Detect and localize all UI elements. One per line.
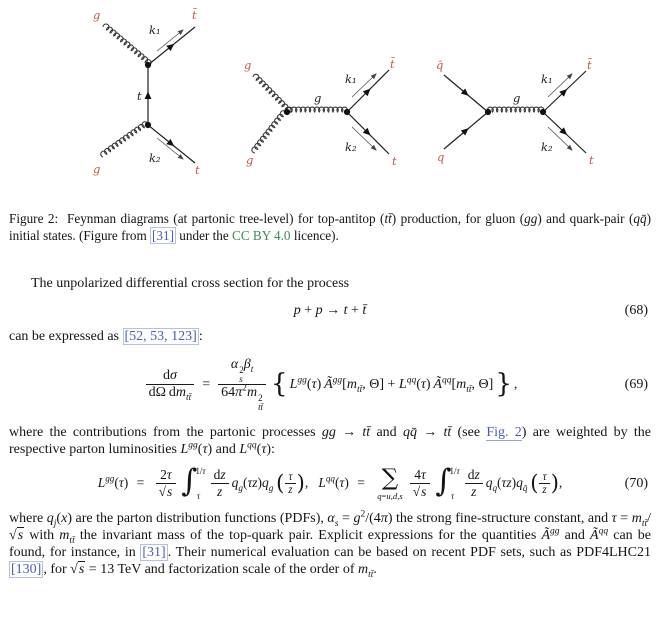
fermion-line-q xyxy=(444,112,488,149)
equation-68 xyxy=(9,303,651,319)
particle-label: g xyxy=(93,8,101,22)
equation-69-number: (69) xyxy=(624,376,648,392)
propagator-label: g xyxy=(314,91,322,105)
particle-label: t̄ xyxy=(390,57,395,71)
momentum-arrow-k2 xyxy=(157,138,183,159)
figure-caption-text: Feynman diagrams (at partonic tree-level) for top-antitop (tt̄) production, for gluon (gg) and quark-pair (qq̄) initial states. (Figure from [31] under the CC BY 4.0 licence). xyxy=(9,211,651,243)
equation-68-content: p + p → t + t̄ xyxy=(293,302,367,318)
citation-130[interactable]: [130] xyxy=(11,562,42,578)
equation-68-number: (68) xyxy=(624,302,648,318)
particle-label: t xyxy=(195,163,200,177)
momentum-label-k2: k₂ xyxy=(149,151,161,165)
paragraph-contributions: where the contributions from the partonic processes gg → tt̄ and qq̄ → tt̄ (see Fig. 2) are weighted by the respective parton luminosities $L^{gg}(\tau)$ and $L^{qq}(\tau)$: xyxy=(9,424,652,457)
equation-69 xyxy=(9,357,651,413)
cc-by-4-0-link[interactable]: CC BY 4.0 xyxy=(232,227,291,243)
vertex-dot xyxy=(344,109,350,115)
feynman-diagram-qqbar-s-channel xyxy=(428,57,598,172)
gluon-propagator xyxy=(286,107,347,112)
equation-70 xyxy=(9,463,651,501)
gluon-propagator xyxy=(487,107,544,112)
particle-label: t̄ xyxy=(587,58,592,72)
propagator-label: g xyxy=(513,91,521,105)
equation-70-content: $L^{gg}(\tau)$ = $\frac{2\tau}{√s}$ ∫ 1/τ τ $\frac{dz}{z}$ $q_g(\tau z)q_g$ ( $\frac{\tau}{z}$ ), $L^{qq}(\tau)$ = ∑ q=u,d,s $\frac{4\tau}{√s}$ ∫ 1/τ τ $\frac{dz}{z}$ $q_q(\tau z)q_{q̄}$ ( $\frac{\tau}{z}$ ), xyxy=(97,463,563,501)
momentum-label-k1: k₁ xyxy=(345,72,357,86)
gluon-line xyxy=(251,110,287,154)
vertex-dot xyxy=(145,122,151,128)
vertex-dot xyxy=(485,109,491,115)
vertex-dot xyxy=(145,62,151,68)
particle-label: g xyxy=(93,162,101,176)
citation-31-caption[interactable]: [31] xyxy=(152,227,174,243)
particle-label: g xyxy=(244,58,252,72)
gluon-line xyxy=(253,73,293,114)
paragraph-expressed-as: can be expressed as [52, 53, 123] : xyxy=(9,329,203,345)
particle-label: t xyxy=(392,154,397,168)
citation-52-53-123[interactable]: [52, 53, 123] xyxy=(124,329,197,345)
momentum-label-k2: k₂ xyxy=(541,140,553,154)
figure-caption xyxy=(9,211,651,245)
citation-31[interactable]: [31] xyxy=(142,544,166,560)
paragraph-intro: The unpolarized differential cross section for the process xyxy=(31,275,350,291)
paragraph-pdfs: where $q_j(x)$ are the parton distribution functions (PDFs), $\alpha_s = g^2/(4\pi)$ the strong fine-structure constant, and $\tau = m_{tt̄}/√s$ with $m_{tt̄}$ the invariant mass of the top-quark pair. Explicit expressions for the quantities $Ã^{gg}$ and $Ã^{qq}$ can be found, for instance, in [31] . Their numerical evaluation can be based on recent PDF sets, such as PDF4LHC21 [130] , for √s = 13 TeV and factorization scale of the order of $m_{tt̄}$. xyxy=(9,509,652,580)
figure-2-diagrams xyxy=(9,0,651,187)
fermion-line-qbar xyxy=(444,75,488,112)
momentum-label-k1: k₁ xyxy=(149,23,161,37)
gluon-line xyxy=(102,23,152,66)
momentum-label-k1: k₁ xyxy=(541,72,553,86)
gluon-line xyxy=(100,121,149,158)
vertex-dot xyxy=(284,109,290,115)
particle-label: g xyxy=(246,153,254,167)
particle-label: t xyxy=(589,153,594,167)
propagator-label: t xyxy=(137,89,142,103)
equation-69-content: $\frac{d\sigma}{d\Omega dm_{tt̄}}$ = α 2 s $\beta_t$ $64\pi^2m$ 2 tt̄ { $L^{gg}(\tau)$ $Ã^{gg}[m_{tt̄}$, $\Theta] + L^{qq}(\tau)$ $Ã^{qq}[m_{tt̄}$, Θ]} , xyxy=(143,357,518,413)
particle-label: q xyxy=(437,150,445,164)
feynman-diagram-gg-t-channel xyxy=(85,5,215,180)
particle-label: t̄ xyxy=(192,8,197,22)
vertex-dot xyxy=(540,109,546,115)
momentum-label-k2: k₂ xyxy=(345,140,357,154)
equation-70-number: (70) xyxy=(624,475,648,491)
figure-caption-tag: Figure 2: xyxy=(9,211,59,226)
fig-2-link[interactable]: Fig. 2 xyxy=(486,424,522,440)
particle-label: q̄ xyxy=(436,58,444,72)
feynman-diagram-gg-s-channel xyxy=(239,57,404,172)
